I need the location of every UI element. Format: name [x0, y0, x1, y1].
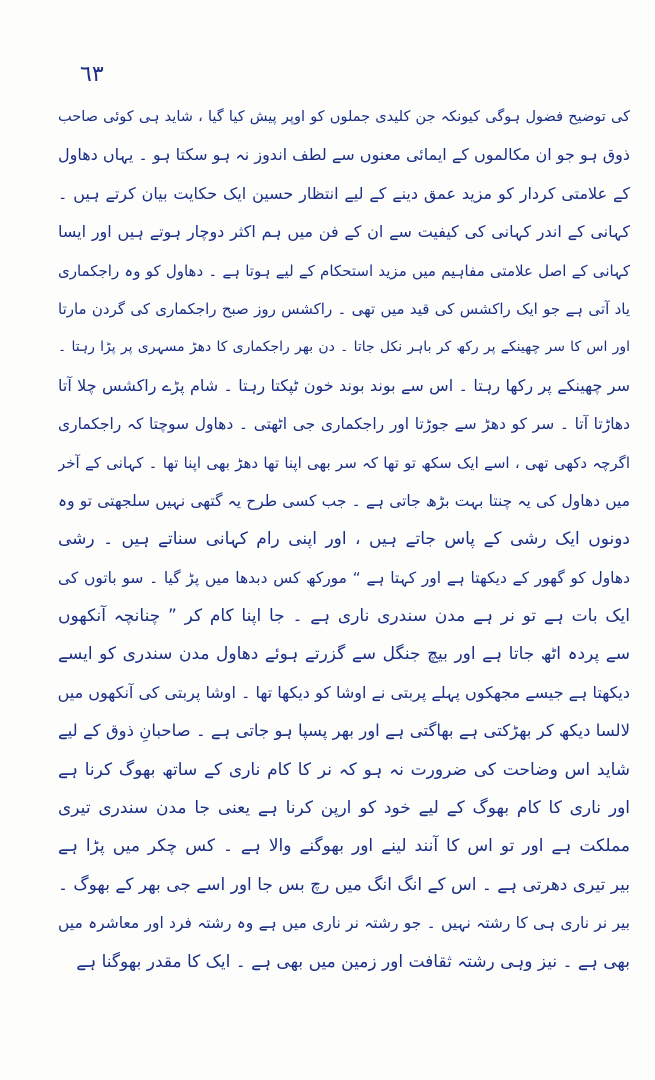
text-line: کہانی کے اصل علامتی مفاہیم میں مزید استحکام کے لیے ہوتا ہے ۔ دھاول کو وہ راجکماری — [58, 261, 630, 280]
text-line: ذوق ہو جو ان مکالموں کے ایمائی معنوں سے لطف اندوز نہ ہو سکتا ہو ۔ یہاں دھاول — [58, 145, 630, 165]
text-line: یاد آتی ہے جو ایک راکشس کی قید میں تھی ۔ راکشس روز صبح راجکماری کی گردن مارتا — [58, 299, 630, 318]
text-line: ایک بات ہے تو نر ہے مدن سندری ناری ہے ۔ جا اپنا کام کر ” چنانچہ آنکھوں — [58, 606, 630, 627]
text-line: مملکت ہے اور تو اس کا آنند لینے اور بھوگنے والا ہے ۔ کس چکر میں پڑا ہے — [58, 836, 630, 857]
text-line: دیکھتا ہے جیسے مجھکوں پہلے پربتی نے اوشا کو دیکھا تھا ۔ اوشا پربتی کی آنکھوں میں — [58, 682, 630, 702]
text-line: سے پردہ اٹھ جاتا ہے اور بیچ جنگل سے گزرتے ہوئے دھاول مدن سندری کو ایسے — [58, 644, 630, 665]
text-line: کی توضیح فضول ہوگی کیونکہ جن کلیدی جملوں کو اوپر پیش کیا گیا ، شاید ہی کوئی صاحب — [58, 109, 630, 125]
text-line: بیر تیری دھرتی ہے ۔ اس کے انگ انگ میں رچ بس جا اور اسے جی بھر کے بھوگ ۔ — [58, 874, 630, 895]
text-line: کے علامتی کردار کو مزید عمق دینے کے لیے انتظار حسین ایک حکایت بیان کرتے ہیں ۔ — [58, 183, 630, 203]
text-line: بھی ہے ۔ نیز وہی رشتہ ثقافت اور زمین میں بھی ہے ۔ ایک کا مقدر بھوگنا ہے — [76, 951, 630, 972]
text-line: اگرچہ دکھی تھی ، اسے ایک سکھ تو تھا کہ سر بھی اپنا تھا دھڑ بھی اپنا تھا ۔ کہانی کے آخر — [58, 453, 630, 472]
text-line: دھاڑتا آتا ۔ سر کو دھڑ سے جوڑتا اور راجکماری جی اٹھتی ۔ دھاول سوچتا کہ راجکماری — [58, 415, 630, 434]
body-text — [58, 98, 630, 981]
text-line: میں دھاول کی یہ چنتا بہت بڑھ جاتی ہے ۔ جب کسی طرح یہ گتھی نہیں سلجھتی تو وہ — [58, 491, 630, 510]
text-line: دھاول کو گھور کے دیکھتا ہے اور کہتا ہے “ مورکھ کس دبدھا میں پڑ گیا ۔ سو باتوں کی — [58, 568, 630, 587]
text-line: شاید اس وضاحت کی ضرورت نہ ہو کہ نر کا کام ناری کے ساتھ بھوگ کرنا ہے — [58, 759, 630, 780]
text-line: لالسا دیکھ کر بھڑکتی ہے بھاگتی ہے اور بھر پسپا ہو جاتی ہے ۔ صاحبانِ ذوق کے لیے — [58, 721, 630, 741]
text-line: سر چھینکے پر رکھا رہتا ۔ اس سے بوند بوند خون ٹپکتا رہتا ۔ شام پڑے راکشس چلا آتا — [58, 375, 630, 395]
text-line: کہانی کے اندر کہانی کی کیفیت سے ان کے فن میں ہم اکثر دوچار ہوتے ہیں اور ایسا — [58, 222, 630, 242]
text-line: اور ناری کا کام بھوگ کے لیے خود کو ارپن کرنا ہے یعنی جا مدن سندری تیری — [58, 798, 630, 819]
page-number: ٦٣ — [80, 62, 104, 87]
text-line: دونوں ایک رشی کے پاس جاتے ہیں ، اور اپنی رام کہانی سناتے ہیں ۔ رشی — [58, 529, 630, 550]
text-line: اور اس کا سر چھینکے پر رکھ کر باہر نکل جاتا ۔ دن بھر راجکماری کا دھڑ مسہری پر پڑا رہتا ۔ — [58, 339, 630, 356]
text-line: بیر نر ناری ہی کا رشتہ نہیں ۔ جو رشتہ نر ناری میں ہے وہ رشتہ فرد اور معاشرہ میں — [58, 914, 630, 933]
